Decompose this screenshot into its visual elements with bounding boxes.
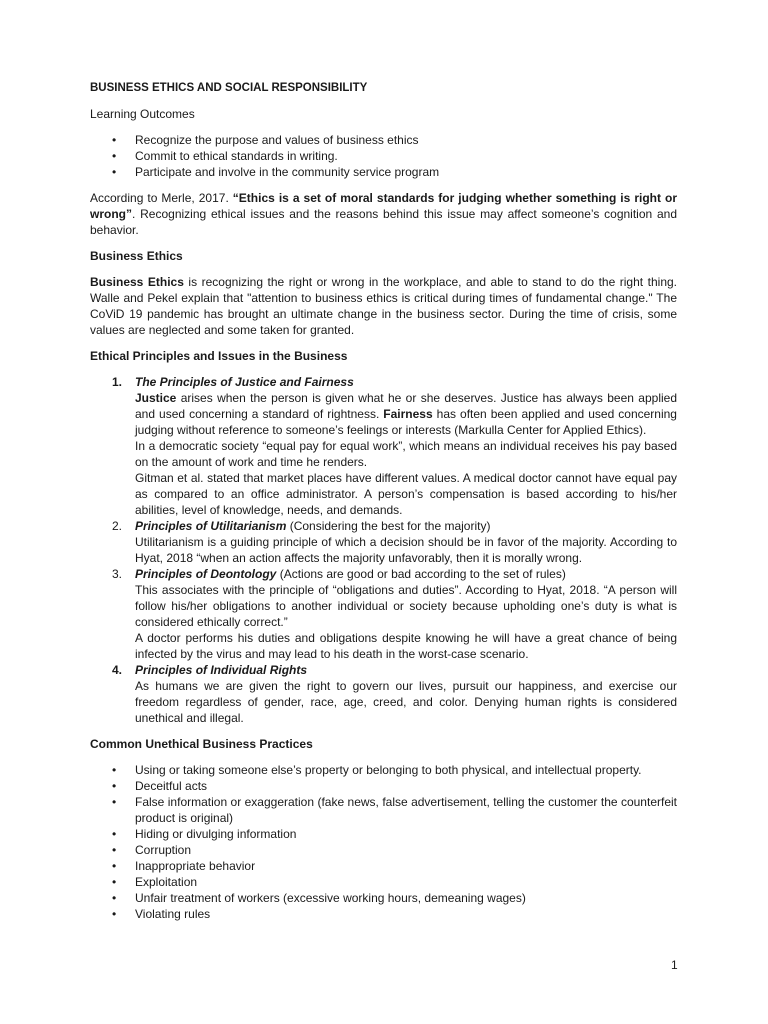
principle-heading-line: [135, 566, 677, 582]
list-number: 2.: [112, 519, 123, 533]
principle-text: Utilitarianism is a guiding principle of which a decision should be in favor of the majority. According to Hyat, 2018 “when an action affects the majority unfavorably, then it is morally wrong.: [135, 535, 677, 565]
list-item: • Exploitation: [90, 874, 677, 890]
list-item: • Violating rules: [90, 906, 677, 922]
list-number: 1.: [112, 375, 123, 389]
list-item: • Recognize the purpose and values of business ethics: [90, 132, 677, 148]
principles-heading: Ethical Principles and Issues in the Business: [90, 349, 348, 363]
principle-text: This associates with the principle of “obligations and duties”. According to Hyat, 2018. “A person will follow his/her obligations to another individual or society because upholding one’s duty is what is considered ethically correct.”: [135, 583, 677, 629]
principle-utilitarianism: [90, 518, 677, 566]
justice-text: arises when the person is given what he or she deserves. Justice has always been applied and used concerning a standard of rightness.: [135, 391, 677, 421]
principle-individual-rights: [90, 662, 677, 726]
principle-text: A doctor performs his duties and obligations despite knowing he will have a great chance of being infected by the virus and may lead to his death in the worst-case scenario.: [135, 631, 677, 661]
principle-text: Gitman et al. stated that market places have different values. A medical doctor cannot have equal pay as compared to an office administrator. A person’s compensation is based according to his/her abilities, level of knowledge, needs, and demands.: [135, 471, 677, 517]
principle-subtitle: (Actions are good or bad according to the set of rules): [276, 567, 566, 581]
intro-rest: . Recognizing ethical issues and the reasons behind this issue may affect someone’s cognition and behavior.: [90, 207, 677, 237]
list-item: • False information or exaggeration (fake news, false advertisement, telling the customer the counterfeit product is original): [90, 794, 677, 826]
principles-list: [90, 374, 677, 726]
principle-title: Principles of Individual Rights: [135, 663, 308, 677]
ethics-definition-quote: “Ethics is a set of moral standards for judging whether something is right or wrong”: [90, 191, 677, 221]
fairness-text: has often been applied and used concerning judging without reference to someone’s feelings or interests (Markulla Center for Applied Ethics).: [135, 407, 677, 437]
list-item: • Corruption: [90, 842, 677, 858]
principle-title: The Principles of Justice and Fairness: [135, 375, 354, 389]
intro-lead: According to Merle, 2017.: [90, 191, 233, 205]
list-item: • Commit to ethical standards in writing.: [90, 148, 677, 164]
business-ethics-term: Business Ethics: [90, 275, 184, 289]
list-item: • Unfair treatment of workers (excessive working hours, demeaning wages): [90, 890, 677, 906]
principle-justice-fairness: [90, 374, 677, 518]
list-item: • Hiding or divulging information: [90, 826, 677, 842]
learning-outcomes-list: [90, 132, 677, 180]
page-number: 1: [671, 958, 678, 972]
list-item: • Using or taking someone else’s property or belonging to both physical, and intellectual property.: [90, 762, 677, 778]
business-ethics-heading: Business Ethics: [90, 249, 183, 263]
business-ethics-paragraph: [90, 274, 677, 338]
document-page: [90, 80, 677, 932]
principle-text: [135, 390, 677, 438]
list-item: • Inappropriate behavior: [90, 858, 677, 874]
principle-text: As humans we are given the right to govern our lives, pursuit our happiness, and exercise our freedom regardless of gender, race, age, creed, and color. Denying human rights is considered unethical and illegal.: [135, 679, 677, 725]
principle-heading-line: [135, 518, 677, 534]
principle-title: Principles of Utilitarianism: [135, 519, 287, 533]
principle-deontology: [90, 566, 677, 662]
business-ethics-text: is recognizing the right or wrong in the workplace, and able to stand to do the right thing. Walle and Pekel explain that "attention to business ethics is critical during times of fundamental change." The CoViD 19 pandemic has brought an ultimate change in the business sector. During the time of crisis, some values are neglected and some taken for granted.: [90, 275, 678, 337]
principle-title: Principles of Deontology: [135, 567, 277, 581]
list-number: 3.: [112, 567, 123, 581]
unethical-practices-heading: Common Unethical Business Practices: [90, 737, 313, 751]
principle-text: In a democratic society “equal pay for equal work”, which means an individual receives his pay based on the amount of work and time he renders.: [135, 439, 677, 469]
fairness-term: Fairness: [383, 407, 433, 421]
list-item: • Deceitful acts: [90, 778, 677, 794]
unethical-practices-list: [90, 762, 677, 922]
learning-outcomes-heading: Learning Outcomes: [90, 107, 195, 121]
principle-subtitle: (Considering the best for the majority): [286, 519, 491, 533]
list-number: 4.: [112, 663, 123, 677]
document-title: BUSINESS ETHICS AND SOCIAL RESPONSIBILITY: [90, 82, 368, 94]
intro-paragraph: [90, 190, 677, 238]
list-item: • Participate and involve in the community service program: [90, 164, 677, 180]
justice-term: Justice: [135, 391, 177, 405]
